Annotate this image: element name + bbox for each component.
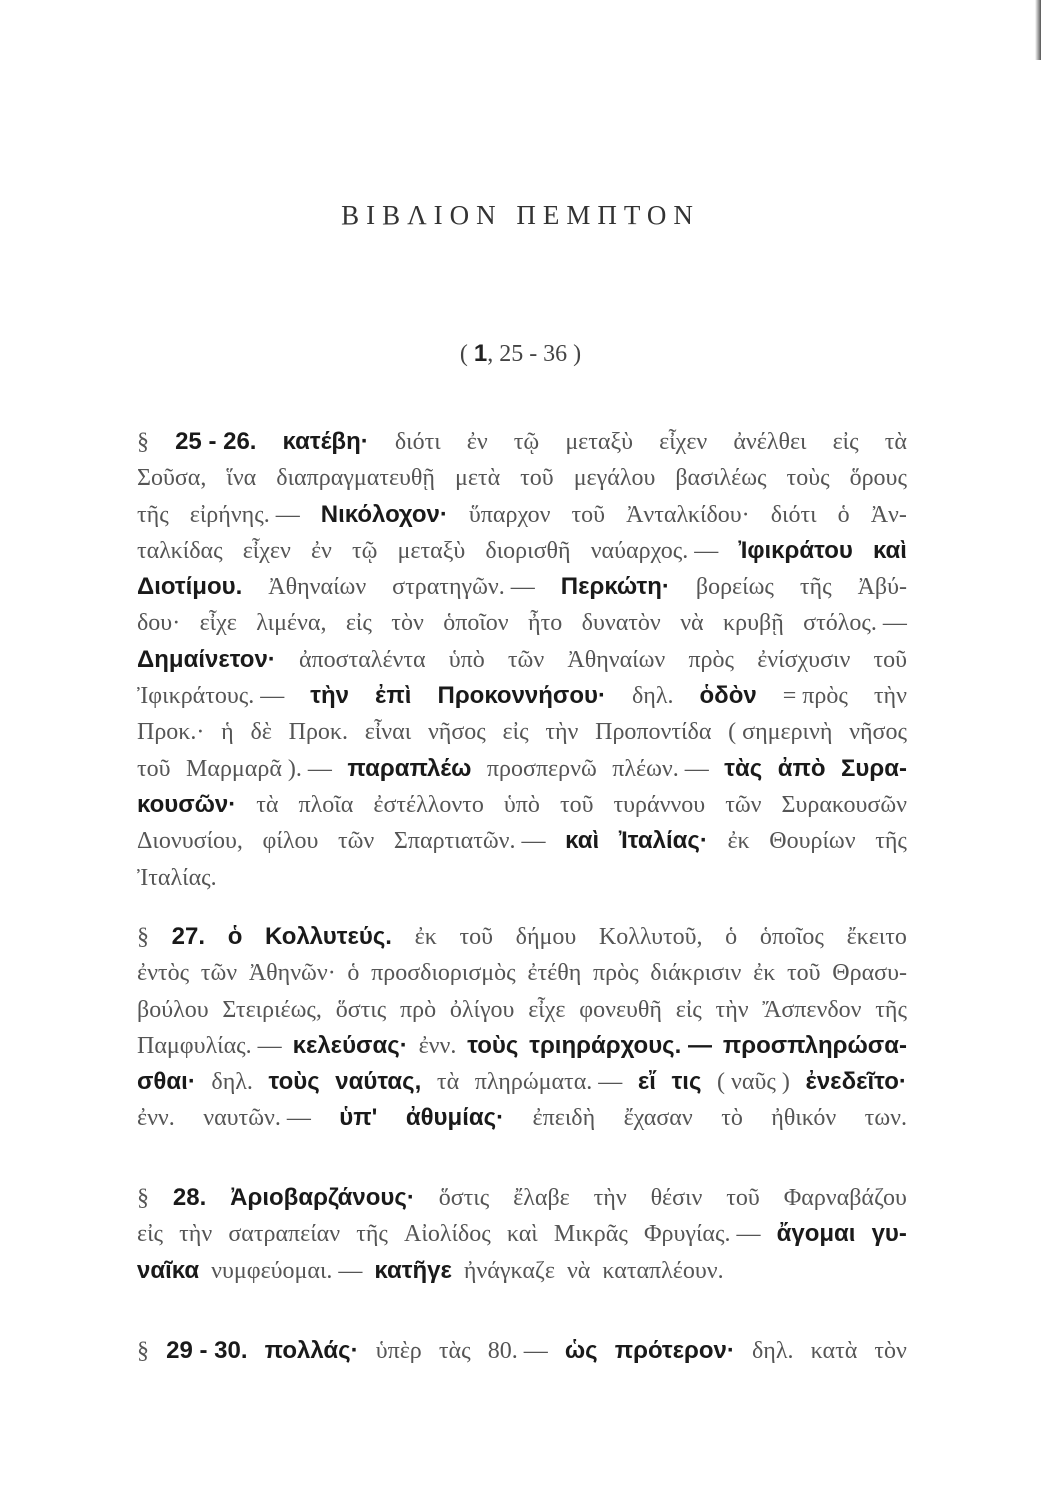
gloss-word: τῷ: [351, 537, 378, 564]
lemma-word: ὡς: [564, 1337, 598, 1364]
lemma-word: κελεύσας·: [292, 1031, 408, 1059]
text-line: [137, 460, 907, 496]
gloss-word: Στειριέως,: [222, 996, 322, 1023]
gloss-word: ( σημερινὴ: [728, 719, 833, 746]
gloss-word: ἐνν.: [137, 1105, 175, 1132]
commentary-section-27: [137, 919, 907, 1137]
gloss-word: τὴν: [873, 683, 907, 710]
text-line: [137, 1180, 907, 1216]
gloss-word: Προκ.·: [137, 719, 205, 746]
gloss-word: τυράννου: [613, 791, 706, 818]
gloss-word: μεγάλου: [573, 465, 656, 492]
text-line: [137, 642, 907, 678]
range-open: (: [459, 341, 474, 367]
gloss-word: Σοῦσα,: [137, 465, 207, 492]
gloss-word: Θουρίων: [769, 828, 856, 855]
gloss-word: τὰ: [884, 429, 907, 455]
lemma-word: ὑπ': [339, 1104, 378, 1132]
lemma-word: ὁδὸν: [699, 682, 757, 710]
gloss-word: Προποντίδα: [595, 719, 712, 746]
gloss-word: εἶχεν: [659, 429, 708, 455]
gloss-word: §: [137, 429, 149, 455]
gloss-word: Ἀν-: [870, 501, 907, 528]
gloss-word: Ἀθηναίων: [268, 574, 367, 601]
text-line: [137, 1028, 907, 1064]
lemma-word: κατέβη·: [282, 428, 369, 455]
lemma-word: ἄγομαι: [776, 1220, 856, 1248]
gloss-word: διάκρισιν: [650, 960, 742, 987]
lemma-word: τὴν: [310, 682, 350, 710]
gloss-word: τοῦ: [787, 960, 821, 987]
gloss-word: τὴν: [179, 1221, 213, 1248]
commentary-section-29-30: [137, 1333, 907, 1369]
gloss-word: ὕπαρχον: [468, 501, 551, 528]
lemma-word: ναῖκα: [137, 1256, 200, 1284]
gloss-word: τῆς: [875, 828, 907, 855]
gloss-word: ἠθικόν: [771, 1105, 837, 1132]
gloss-word: εἰς: [832, 429, 859, 455]
gloss-word: ἐνίσχυσιν: [757, 646, 851, 673]
gloss-word: ἡ: [221, 719, 234, 746]
text-line: [137, 424, 907, 460]
gloss-word: μεταξὺ: [397, 537, 466, 564]
text-line: [137, 497, 907, 533]
book-title: ΒΙΒΛΙΟΝ ΠΕΜΠΤΟΝ: [341, 200, 700, 230]
gloss-word: νὰ: [566, 1257, 591, 1284]
gloss-word: ἐνν.: [418, 1032, 457, 1059]
gloss-word: μετὰ: [454, 465, 501, 492]
gloss-word: ὁ: [347, 960, 360, 987]
lemma-word: Διοτίμου.: [137, 573, 243, 601]
gloss-word: φίλου: [262, 828, 319, 855]
gloss-word: λιμένα,: [256, 610, 327, 637]
gloss-word: πλοῖα: [298, 791, 354, 818]
gloss-word: Ἀβύ-: [857, 574, 907, 601]
gloss-word: των.: [864, 1105, 907, 1132]
gloss-word: δηλ.: [211, 1069, 253, 1096]
gloss-word: νῆσος: [849, 719, 907, 746]
gloss-word: νυμφεύομαι. —: [211, 1257, 363, 1284]
gloss-word: Ἀνταλκίδου·: [626, 501, 750, 528]
gloss-word: καὶ: [506, 1221, 538, 1248]
gloss-word: Προκ.: [288, 719, 349, 746]
lemma-word: τοὺς: [467, 1031, 519, 1059]
gloss-word: ἐν: [310, 537, 332, 564]
chapter-range: [0, 340, 1041, 368]
lemma-word: καὶ: [872, 536, 907, 564]
gloss-word: τῆς: [799, 574, 832, 601]
gloss-word: §: [137, 924, 149, 950]
gloss-word: ἐκ: [414, 924, 437, 950]
gloss-word: πρὸς: [592, 960, 639, 987]
lemma-word: εἴ: [637, 1068, 656, 1096]
text-line: [137, 992, 907, 1028]
gloss-word: δου·: [137, 610, 181, 637]
gloss-word: πρὸ: [400, 996, 437, 1023]
lemma-word: Ἀριοβαρζάνους·: [230, 1184, 415, 1211]
lemma-word: Κολλυτεύς.: [265, 923, 392, 950]
gloss-word: εἶχεν: [242, 537, 291, 564]
text-line: [137, 1216, 907, 1252]
gloss-word: ὅρους: [849, 465, 907, 492]
text-line: [137, 533, 907, 569]
gloss-word: τῶν: [200, 960, 238, 987]
text-line: [137, 919, 907, 955]
section-number: 27.: [171, 923, 206, 950]
gloss-word: ἔκειτο: [846, 924, 907, 950]
gloss-word: ὁ: [725, 924, 738, 950]
gloss-word: εἰς: [675, 996, 702, 1023]
gloss-word: Ἀθηνῶν·: [248, 960, 336, 987]
text-line: [137, 1333, 907, 1369]
text-line: [137, 569, 907, 605]
gloss-word: Θρασυ-: [832, 960, 907, 987]
gloss-word: ὑπὸ: [448, 646, 485, 673]
lemma-word: ἐνεδεῖτο·: [805, 1068, 907, 1096]
gloss-word: Ἄσπενδον: [762, 996, 862, 1023]
gloss-word: Μικρᾶς: [553, 1221, 628, 1248]
gloss-word: Διονυσίου,: [137, 828, 243, 855]
page-edge-shadow: [1035, 0, 1041, 60]
gloss-word: τὸ: [721, 1105, 743, 1132]
gloss-word: ἐτέθη: [527, 960, 582, 987]
gloss-word: τῷ: [513, 429, 540, 455]
gloss-word: ὁποῖον: [443, 610, 509, 637]
gloss-word: ὅστις: [438, 1185, 490, 1211]
gloss-word: στόλος. —: [803, 610, 907, 637]
gloss-word: τῆς: [875, 996, 907, 1023]
gloss-word: εἰς: [502, 719, 529, 746]
gloss-word: διότι: [770, 501, 817, 528]
text-line: [137, 605, 907, 641]
gloss-word: πληρώματα. —: [474, 1069, 623, 1096]
gloss-word: 80. —: [487, 1338, 548, 1364]
gloss-word: διορισθῆ: [485, 537, 571, 564]
gloss-word: §: [137, 1338, 149, 1364]
commentary-section-25-26: [137, 424, 907, 896]
gloss-word: προσδιορισμὸς: [371, 960, 516, 987]
gloss-word: δὲ: [250, 719, 272, 746]
gloss-word: ὁποῖος: [759, 924, 824, 950]
gloss-word: ἐντὸς: [137, 960, 190, 987]
gloss-word: τὰ: [436, 1069, 460, 1096]
lemma-word: προσπληρώσα-: [722, 1031, 907, 1059]
gloss-word: Φρυγίας. —: [643, 1221, 761, 1248]
gloss-word: κατὰ: [810, 1338, 858, 1364]
gloss-word: πλέων. —: [612, 755, 709, 782]
range-book-number: 1: [473, 340, 488, 367]
gloss-word: δήμου: [515, 924, 577, 950]
gloss-word: τῆς: [137, 501, 169, 528]
gloss-word: τῶν: [337, 828, 375, 855]
gloss-word: νὰ: [680, 610, 704, 637]
gloss-word: Αἰολίδος: [404, 1221, 491, 1248]
gloss-word: τοῦ: [726, 1185, 760, 1211]
gloss-word: διότι: [394, 429, 441, 455]
gloss-word: τοὺς: [786, 465, 830, 492]
gloss-word: εἰρήνης. —: [189, 501, 300, 528]
section-number: 29 - 30.: [166, 1337, 248, 1364]
commentary-section-28: [137, 1180, 907, 1289]
gloss-word: Σπαρτιατῶν. —: [393, 828, 546, 855]
gloss-word: ὑπὸ: [503, 791, 540, 818]
gloss-word: ἐκ: [753, 960, 776, 987]
gloss-word: ναυτῶν. —: [203, 1105, 311, 1132]
gloss-word: τοῦ: [571, 501, 606, 528]
text-line: [137, 714, 907, 750]
text-line: [137, 787, 907, 823]
gloss-word: Ἀθηναίων: [567, 646, 666, 673]
gloss-word: ὅστις: [335, 996, 387, 1023]
gloss-word: τῶν: [725, 791, 762, 818]
gloss-word: τὴν: [593, 1185, 627, 1211]
gloss-word: εἶχε: [528, 996, 566, 1023]
gloss-word: θέσιν: [650, 1185, 703, 1211]
gloss-word: τοῦ: [873, 646, 907, 673]
gloss-word: καταπλέουν.: [602, 1257, 724, 1284]
gloss-word: προσπερνῶ: [486, 755, 597, 782]
lemma-word: Προκοννήσου·: [437, 682, 606, 710]
lemma-word: γυ-: [871, 1220, 907, 1248]
gloss-word: = πρὸς: [782, 683, 848, 710]
gloss-word: διαπραγματευθῇ: [276, 465, 435, 492]
gloss-word: πρὸς: [688, 646, 735, 673]
text-line: [137, 751, 907, 787]
gloss-word: τὸν: [874, 1338, 907, 1364]
lemma-word: ὁ: [227, 923, 243, 950]
lemma-word: πρότερον·: [614, 1337, 735, 1364]
section-number: 25 - 26.: [175, 428, 257, 455]
lemma-word: κατῆγε: [374, 1256, 452, 1284]
gloss-word: ἀποσταλέντα: [298, 646, 426, 673]
gloss-word: εἰς: [137, 1221, 164, 1248]
text-line: [137, 955, 907, 991]
text-line: [137, 1100, 907, 1136]
lemma-word: Ἰταλίας·: [618, 827, 708, 855]
gloss-word: δηλ.: [752, 1338, 794, 1364]
gloss-word: βορείως: [695, 574, 774, 601]
gloss-word: μεταξὺ: [565, 429, 634, 455]
gloss-word: ναύαρχος. —: [590, 537, 719, 564]
gloss-word: ταλκίδας: [137, 537, 223, 564]
lemma-word: σθαι·: [137, 1068, 196, 1096]
gloss-word: ἔχασαν: [623, 1105, 693, 1132]
gloss-word: τοῦ: [137, 755, 171, 782]
gloss-word: ἐκ: [727, 828, 750, 855]
lemma-word: καὶ: [565, 827, 600, 855]
gloss-word: ( ναῦς ): [717, 1069, 790, 1096]
gloss-word: βούλου: [137, 996, 209, 1023]
lemma-word: τις: [671, 1068, 702, 1096]
gloss-word: ἀνέλθει: [733, 429, 807, 455]
lemma-word: Περκώτη·: [560, 573, 670, 601]
gloss-word: νῆσος: [427, 719, 486, 746]
gloss-word: τὰς: [438, 1338, 471, 1364]
gloss-word: ἵνα: [226, 465, 257, 492]
gloss-word: τῶν: [507, 646, 545, 673]
text-line: [137, 678, 907, 714]
lemma-word: ἀπὸ: [777, 754, 826, 782]
gloss-word: τὸν: [391, 610, 424, 637]
gloss-word: τοῦ: [459, 924, 493, 950]
gloss-word: Κολλυτοῦ,: [598, 924, 703, 950]
gloss-word: ἠνάγκαζε: [463, 1257, 555, 1284]
lemma-word: Ἰφικράτου: [738, 536, 853, 564]
gloss-word: τὰ: [256, 791, 279, 818]
gloss-word: ἐπειδὴ: [532, 1105, 596, 1132]
gloss-word: ἐστέλλοντο: [373, 791, 484, 818]
gloss-word: ἐν: [466, 429, 488, 455]
text-line: [137, 1064, 907, 1100]
lemma-word: ἀθυμίας·: [405, 1104, 505, 1132]
gloss-word: §: [137, 1185, 149, 1211]
gloss-word: Παμφυλίας. —: [137, 1032, 282, 1059]
lemma-word: Νικόλοχον·: [320, 500, 448, 528]
gloss-word: Ἰταλίας.: [137, 864, 217, 891]
gloss-word: φονευθῆ: [579, 996, 662, 1023]
gloss-word: τὴν: [715, 996, 749, 1023]
section-number: 28.: [172, 1184, 207, 1211]
lemma-word: Συρα-: [841, 754, 907, 782]
lemma-word: τριηράρχους. —: [529, 1031, 712, 1059]
gloss-word: εἰς: [345, 610, 372, 637]
gloss-word: Ἰφικράτους. —: [137, 683, 285, 710]
gloss-word: ὁ: [837, 501, 850, 528]
gloss-word: εἶχε: [199, 610, 237, 637]
lemma-word: ἐπὶ: [375, 682, 412, 710]
gloss-word: Συρακουσῶν: [781, 791, 907, 818]
text-line: [137, 823, 907, 859]
gloss-word: Φαρναβάζου: [783, 1185, 907, 1211]
range-rest: , 25 - 36 ): [487, 341, 582, 367]
gloss-word: Μαρμαρᾶ ). —: [186, 755, 332, 782]
lemma-word: παραπλέω: [347, 754, 472, 782]
gloss-word: τοῦ: [559, 791, 594, 818]
lemma-word: ναύτας,: [335, 1068, 422, 1096]
gloss-word: τὴν: [545, 719, 579, 746]
lemma-word: κουσῶν·: [137, 790, 237, 818]
gloss-word: τοῦ: [520, 465, 554, 492]
gloss-word: τῆς: [356, 1221, 388, 1248]
gloss-word: ἔλαβε: [513, 1185, 570, 1211]
gloss-word: ὑπὲρ: [375, 1338, 422, 1364]
gloss-word: ἦτο: [528, 610, 563, 637]
text-line: [137, 860, 907, 896]
gloss-word: κρυβῇ: [723, 610, 784, 637]
gloss-word: βασιλέως: [675, 465, 767, 492]
lemma-word: τοὺς: [268, 1068, 320, 1096]
gloss-word: στρατηγῶν. —: [392, 574, 535, 601]
text-line: [137, 1253, 907, 1289]
lemma-word: τὰς: [724, 754, 763, 782]
gloss-word: εἶναι: [364, 719, 412, 746]
gloss-word: ὀλίγου: [449, 996, 515, 1023]
lemma-word: Δημαίνετον·: [137, 645, 276, 673]
gloss-word: δυνατὸν: [581, 610, 661, 637]
gloss-word: δηλ.: [631, 683, 674, 710]
gloss-word: σατραπείαν: [228, 1221, 341, 1248]
lemma-word: πολλάς·: [264, 1337, 359, 1364]
